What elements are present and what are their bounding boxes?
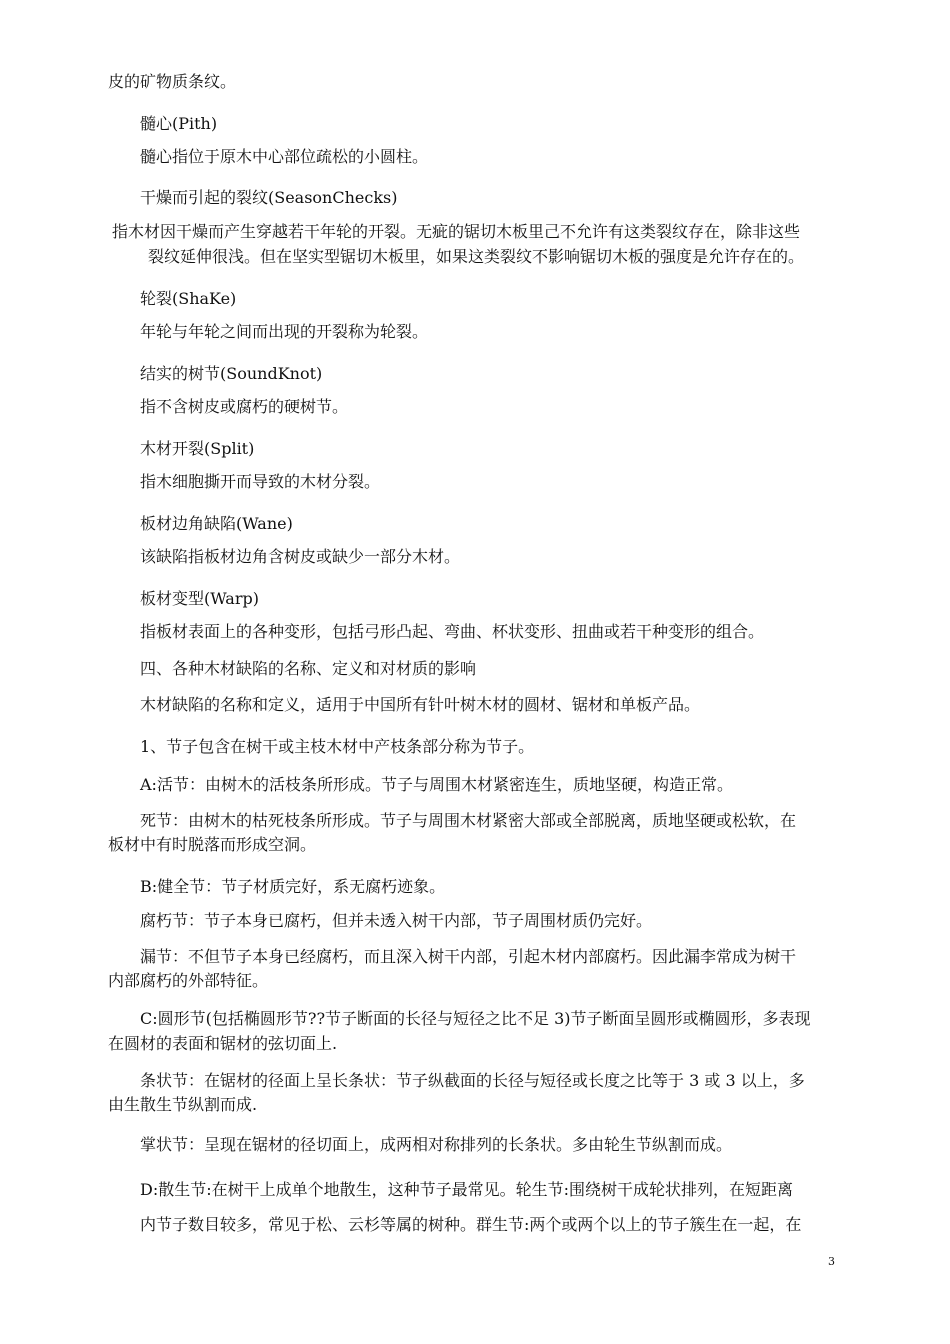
text-line: 板材边角缺陷(Wane) xyxy=(140,514,293,533)
text-line: 内部腐朽的外部特征。 xyxy=(108,971,269,990)
text-line: 轮裂(ShaKe) xyxy=(140,289,237,308)
text-line: 内节子数目较多，常见于松、云杉等属的树种。群生节:两个或两个以上的节子簇生在一起，在 xyxy=(140,1215,802,1234)
page-number: 3 xyxy=(828,1255,835,1268)
text-line: 木材缺陷的名称和定义，适用于中国所有针叶树木材的圆材、锯材和单板产品。 xyxy=(140,695,701,714)
text-line: 板材中有时脱落而形成空洞。 xyxy=(108,835,317,854)
text-line: 皮的矿物质条纹。 xyxy=(108,72,237,91)
text-line: 掌状节：呈现在锯材的径切面上，成两相对称排列的长条状。多由轮生节纵割而成。 xyxy=(140,1135,733,1154)
text-line: 死节：由树木的枯死枝条所形成。节子与周围木材紧密大部或全部脱离，质地坚硬或松软，在 xyxy=(140,811,797,830)
text-line: 条状节：在锯材的径面上呈长条状：节子纵截面的长径与短径或长度之比等于 3 或 3 以上，多 xyxy=(140,1071,805,1090)
text-line: 指不含树皮或腐朽的硬树节。 xyxy=(140,397,349,416)
text-line: 木材开裂(Split) xyxy=(140,439,255,458)
text-line: 板材变型(Warp) xyxy=(140,589,259,608)
text-line: C:圆形节(包括椭圆形节??节子断面的长径与短径之比不足 3)节子断面呈圆形或椭圆形，多表现 xyxy=(140,1009,811,1028)
text-line: 腐朽节：节子本身已腐朽，但并未透入树干内部，节子周围材质仍完好。 xyxy=(140,911,653,930)
text-line: B:健全节：节子材质完好，系无腐朽迹象。 xyxy=(140,877,446,896)
text-line: 指木材因干燥而产生穿越若干年轮的开裂。无疵的锯切木板里己不允许有这类裂纹存在，除非这些 xyxy=(112,222,801,241)
text-line: D:散生节:在树干上成单个地散生，这种节子最常见。轮生节:围绕树干成轮状排列，在短距离 xyxy=(140,1180,794,1199)
text-line: 1、节子包含在树干或主枝木材中产枝条部分称为节子。 xyxy=(140,737,535,756)
text-line: 结实的树节(SoundKnot) xyxy=(140,364,323,383)
text-line: 干燥而引起的裂纹(SeasonChecks) xyxy=(140,188,398,207)
text-line: 年轮与年轮之间而出现的开裂称为轮裂。 xyxy=(140,322,429,341)
section-heading: 四、各种木材缺陷的名称、定义和对材质的影响 xyxy=(140,659,477,678)
text-line: 该缺陷指板材边角含树皮或缺少一部分木材。 xyxy=(140,547,461,566)
text-line: 指板材表面上的各种变形，包括弓形凸起、弯曲、杯状变形、扭曲或若干种变形的组合。 xyxy=(140,622,765,641)
text-line: 由生散生节纵割而成. xyxy=(108,1095,258,1114)
text-line: 指木细胞撕开而导致的木材分裂。 xyxy=(140,472,381,491)
text-line: 髓心(Pith) xyxy=(140,114,218,133)
text-line: 裂纹延伸很浅。但在坚实型锯切木板里，如果这类裂纹不影响锯切木板的强度是允许存在的。 xyxy=(148,247,805,266)
text-line: 漏节：不但节子本身已经腐朽，而且深入树干内部，引起木材内部腐朽。因此漏李常成为树干 xyxy=(140,947,797,966)
text-line: 在圆材的表面和锯材的弦切面上. xyxy=(108,1034,338,1053)
text-line: A:活节：由树木的活枝条所形成。节子与周围木材紧密连生，质地坚硬，构造正常。 xyxy=(140,775,733,794)
text-line: 髓心指位于原木中心部位疏松的小圆柱。 xyxy=(140,147,429,166)
